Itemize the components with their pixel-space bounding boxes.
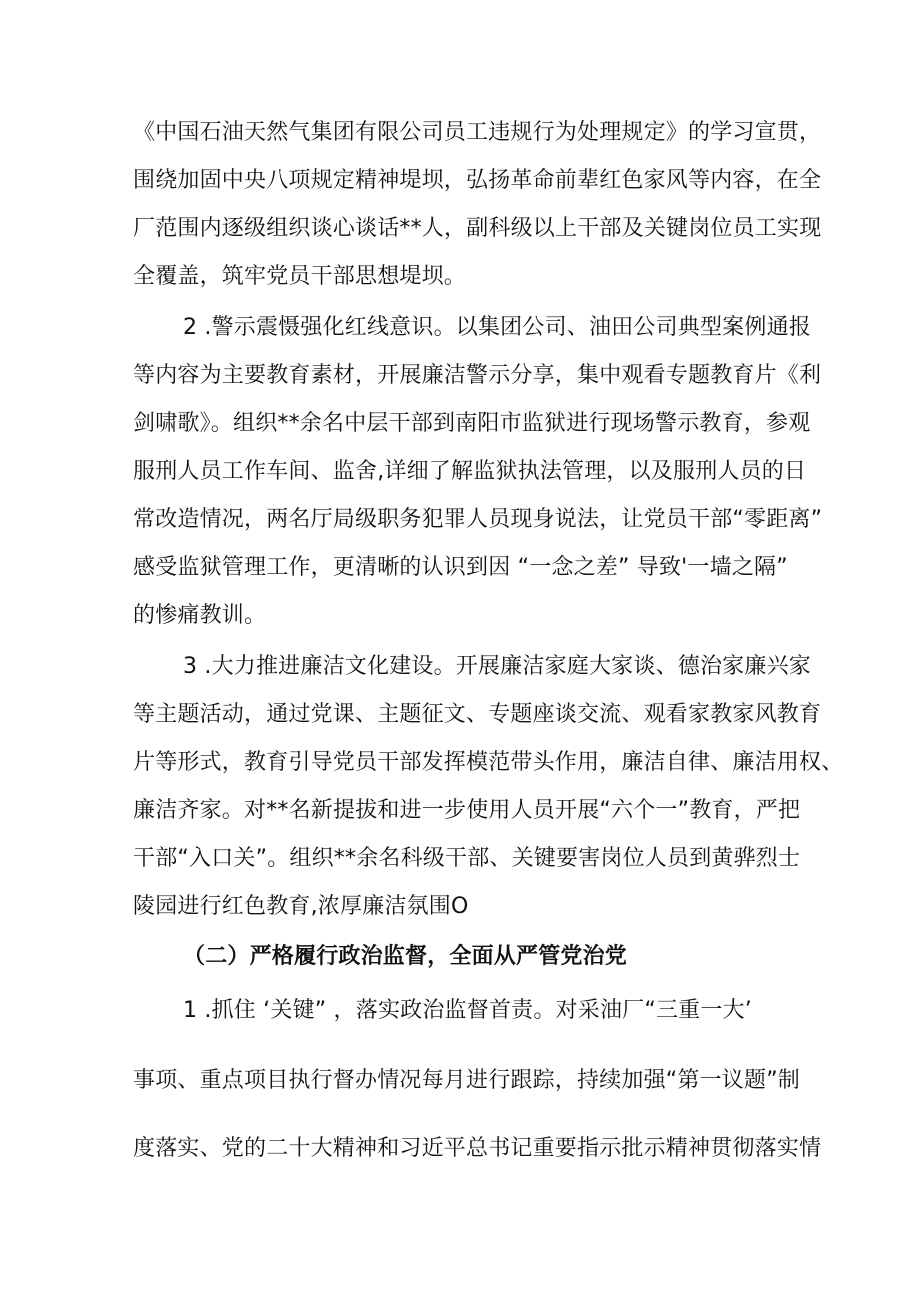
- text-line: 围绕加固中央八项规定精神堤坝，弘扬革命前辈红色家风等内容，在全: [133, 168, 822, 193]
- text-line: 等主题活动，通过党课、主题征文、专题座谈交流、观看家教家风教育: [133, 702, 822, 727]
- text-line: 2 .警示震慑强化红线意识。以集团公司、油田公司典型案例通报: [183, 315, 811, 340]
- section-heading: （二）严格履行政治监督，全面从严管党治党: [183, 944, 628, 969]
- text-line: 厂范围内逐级组织谈心谈话**人，副科级以上干部及关键岗位员工实现: [133, 216, 822, 241]
- text-line: 全覆盖，筑牢党员干部思想堤坝。: [133, 264, 467, 289]
- text-line: 感受监狱管理工作，更清晰的认识到因 “一念之差” 导致'一墙之隔”: [133, 555, 788, 580]
- text-line: 《中国石油天然气集团有限公司员工违规行为处理规定》的学习宣贯，: [133, 120, 822, 145]
- text-line: 3 .大力推进廉洁文化建设。开展廉洁家庭大家谈、德治家廉兴家: [183, 654, 811, 679]
- text-line: 剑啸歌》。组织**余名中层干部到南阳市监狱进行现场警示教育，参观: [133, 411, 811, 436]
- text-line: 事项、重点项目执行督办情况每月进行跟踪，持续加强“第一议题”制: [133, 1068, 800, 1093]
- text-line: 陵园进行红色教育,浓厚廉洁氛围O: [133, 894, 469, 919]
- text-line: 度落实、党的二十大精神和习近平总书记重要指示批示精神贯彻落实情: [133, 1136, 822, 1161]
- text-line: 等内容为主要教育素材，开展廉洁警示分享，集中观看专题教育片《利: [133, 363, 822, 388]
- text-line: 常改造情况，两名厅局级职务犯罪人员现身说法，让党员干部“零距离”: [133, 507, 823, 532]
- text-line: 干部“入口关”。组织**余名科级干部、关键要害岗位人员到黄骅烈士: [133, 846, 801, 871]
- text-line: 的惨痛教训。: [133, 603, 267, 628]
- text-line: 片等形式，教育引导党员干部发挥模范带头作用，廉洁自律、廉洁用权、: [133, 750, 844, 775]
- text-line: 廉洁齐家。对**名新提拔和进一步使用人员开展“六个一”教育，严把: [133, 798, 801, 823]
- text-line: 服刑人员工作车间、监舍,详细了解监狱执法管理，以及服刑人员的日: [133, 459, 807, 484]
- text-line: 1 .抓住 ‘关键” ，落实政治监督首责。对采油厂“三重一大’: [183, 998, 752, 1023]
